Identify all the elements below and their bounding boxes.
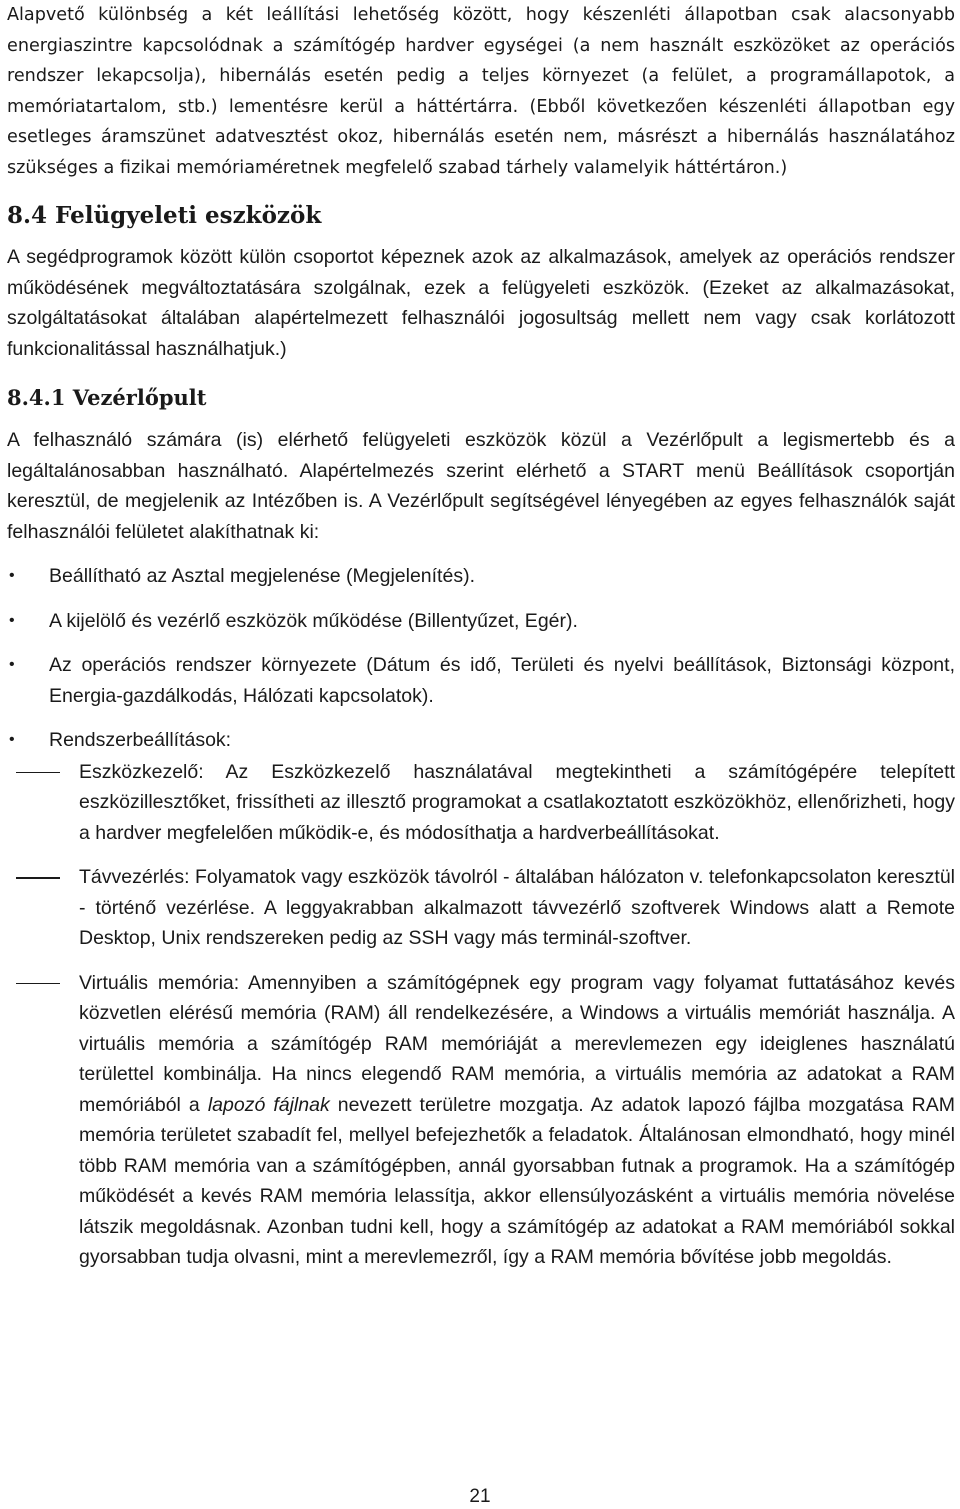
dash-item xyxy=(7,862,955,954)
dash-text: Távvezérlés: Folyamatok vagy eszközök távolról - általában hálózaton v. telefonkapcsolaton keresztül - történő vezérlése. A leggyakrabban alkalmazott távvezérlő szoftverek Windows alatt a Remote Desktop, Unix rendszereken pedig az SSH vagy más terminál-szoftver. xyxy=(79,866,955,949)
dash-icon xyxy=(16,772,60,774)
dash-list xyxy=(7,757,955,1273)
bullet-text: Az operációs rendszer környezete (Dátum és idő, Területi és nyelvi beállítások, Biztonsági központ, Energia-gazdálkodás, Hálózati kapcsolatok). xyxy=(49,654,955,707)
bullet-icon: • xyxy=(9,656,15,673)
subsection-paragraph: A felhasználó számára (is) elérhető felügyeleti eszközök közül a Vezérlőpult a legismertebb és a legáltalánosabban használható. Alapértelmezés szerint elérhető a START menü Beállítások csoportján keresztül, de megjelenik az Intézőben is. A Vezérlőpult segítségével lényegében az egyes felhasználók saját felhasználói felületet alakíthatnak ki: xyxy=(7,429,955,543)
bullet-text: Beállítható az Asztal megjelenése (Megjelenítés). xyxy=(49,565,475,587)
intro-text-part2: (Ebből következően készenléti állapotban egy esetleges áramszünet adatvesztést okoz, hibernálás esetén nem, másrészt a hibernálás használatához szükséges a fizikai memóriaméretnek megfelelő szabad tárhely valamelyik háttértáron.) xyxy=(7,96,955,178)
bullet-icon: • xyxy=(9,567,15,584)
bullet-item xyxy=(7,606,955,637)
dash-icon xyxy=(16,983,60,985)
page-number: 21 xyxy=(469,1486,491,1507)
page-content xyxy=(7,0,955,1287)
dash-text xyxy=(79,968,955,1273)
intro-text-part1: Alapvető különbség a két leállítási lehetőség között, hogy készenléti állapotban csak alacsonyabb energiaszintre kapcsolódnak a számítógép hardver egységei (a nem használt eszközöket az operációs rendszer lekapcsolja), hibernálás esetén pedig a teljes környezet (a felület, a programállapotok, a memóriatartalom, stb.) lementésre kerül a háttértárra. xyxy=(7,5,955,117)
dash-text-part: nevezett területre mozgatja. Az adatok lapozó fájlba mozgatása RAM memória területet szabadít fel, mellyel befejezhetők a feladatok. Általánosan elmondható, hogy minél több RAM memória van a számítógépben, annál gyorsabban futnak a programok. Ha a számítógép működését a kevés RAM memória lelassítja, akkor ellensúlyozásként a virtuális memória növelése látszik megoldásnak. Azonban tudni kell, hogy a számítógép az adatokat a RAM memóriából sokkal gyorsabban tudja olvasni, mint a merevlemezről, így a RAM memória bővítése jobb megoldás. xyxy=(79,1093,956,1268)
dash-item xyxy=(7,757,955,849)
dash-icon xyxy=(16,877,60,879)
bullet-item xyxy=(7,725,955,1273)
dash-text-part: Virtuális memória: Amennyiben a számítógépnek egy program vagy folyamat futtatásához kevés közvetlen elérésű memória (RAM) áll rendelkezésére, a Windows a virtuális memóriát használja. A virtuális memória a számítógép RAM memóriáját a merevlemezen egy ideiglenes használatú területtel kombinálja. Ha nincs elegendő RAM memória, a virtuális memória az adatokat a RAM memóriából a xyxy=(79,971,955,1116)
bullet-icon: • xyxy=(9,611,15,629)
dash-text: Eszközkezelő: Az Eszközkezelő használatával megtekintheti a számítógépére telepített eszközillesztőket, frissítheti az illesztő programokat a csatlakoztatott eszközökhöz, ellenőrizheti, hogy a hardver megfelelően működik-e, és módosíthatja a hardverbeállításokat. xyxy=(79,760,955,844)
section-paragraph: A segédprogramok között külön csoportot képeznek azok az alkalmazások, amelyek az operációs rendszer működésének megváltoztatására szolgálnak, ezek a felügyeleti eszközök. (Ezeket az alkalmazásokat, szolgáltatásokat általában alapértelmezett felhasználói jogosultság mellett nem vagy csak korlátozott funkcionalitással használhatjuk.) xyxy=(7,246,955,360)
bullet-icon: • xyxy=(9,731,15,748)
dash-item xyxy=(7,968,955,1273)
italic-term: lapozó fájlnak xyxy=(207,1093,330,1116)
intro-paragraph xyxy=(7,0,955,183)
bullet-item xyxy=(7,650,955,711)
subsection-heading: 8.4.1 Vezérlőpult xyxy=(7,385,207,410)
bullet-text: Rendszerbeállítások: xyxy=(49,729,232,751)
bullet-list xyxy=(7,561,955,1273)
section-heading: 8.4 Felügyeleti eszközök xyxy=(7,202,322,229)
bullet-item xyxy=(7,561,955,592)
bullet-text: A kijelölő és vezérlő eszközök működése (Billentyűzet, Egér). xyxy=(49,609,578,632)
